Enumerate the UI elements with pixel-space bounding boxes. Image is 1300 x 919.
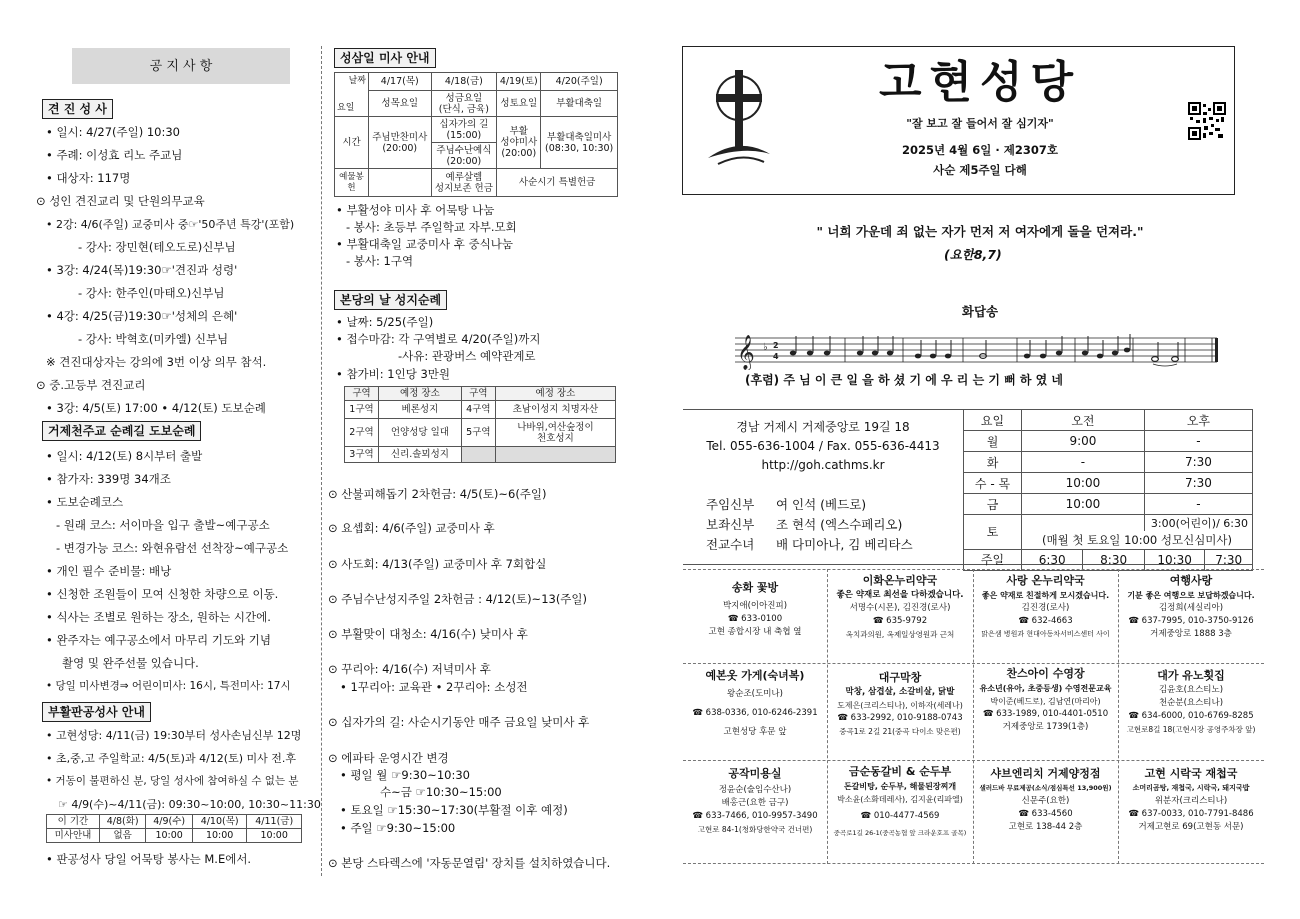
parish-pilgrim-section-title: 본당의 날 성지순례 — [334, 290, 447, 310]
business-card — [973, 573, 1118, 641]
table-cell: 성토요일 — [497, 91, 541, 117]
notice-item: ⊙ 십자가의 길: 사순시기동안 매주 금요일 낮미사 후 — [328, 715, 590, 729]
triduum-line: • 부활대축일 교중미사 후 중식나눔 — [336, 237, 513, 251]
triduum-line: - 봉사: 초등부 주일학교 자부.모회 — [346, 220, 517, 234]
notice-item: • 평일 월 ☞9:30~10:30 — [340, 768, 470, 782]
business-name: 찬스아이 수영장 — [1006, 667, 1085, 680]
table-cell — [369, 169, 432, 197]
issue-date: 2025년 4월 6일 · 제2307호 — [902, 143, 1058, 157]
confession-line: • 판공성사 당일 어묵탕 봉사는 M.E에서. — [46, 852, 252, 866]
table-cell: (매월 첫 토요일 10:00 성모신심미사) — [1022, 531, 1253, 549]
table-cell: 4/20(주일) — [541, 73, 618, 91]
table-cell: - — [1144, 431, 1252, 452]
table-cell: 신리.솔뫼성지 — [379, 447, 462, 463]
table-cell: 주일 — [964, 549, 1022, 570]
business-line: 김정희(세실리아) — [1158, 603, 1224, 613]
corner-bottom: 요일 — [337, 103, 355, 113]
table-cell: 부활 성야미사 (20:00) — [497, 117, 541, 169]
business-name: 여행사랑 — [1169, 574, 1213, 587]
confirm-line: ⊙ 중.고등부 견진교리 — [36, 378, 146, 392]
business-line: 고현로 138-44 2층 — [1008, 822, 1083, 832]
table-cell: 8:30 — [1083, 549, 1144, 570]
business-line: ☎ 633-1989, 010-4401-0510 — [982, 709, 1109, 719]
business-line: 천순분(요스티나) — [1158, 698, 1224, 708]
table-cell: 10:00 — [1022, 494, 1145, 515]
table-cell: 예물봉헌 — [335, 169, 369, 197]
table-cell: 3:00(어린이)/ 6:30 — [1144, 515, 1252, 532]
table-cell: 베론성지 — [379, 401, 462, 419]
table-cell: 4/17(목) — [369, 73, 432, 91]
confirm-line: • 2강: 4/6(주일) 교중미사 중☞'50주년 특강'(포함) — [46, 218, 295, 231]
business-line: 중곡1로 2길 21(중곡 다이소 맞은편) — [839, 727, 961, 736]
business-card — [683, 668, 827, 739]
pilgrim-zone-table — [344, 386, 616, 463]
business-line: 좋은 약재로 최선을 다하겠습니다. — [836, 590, 964, 600]
table-cell: 5구역 — [461, 419, 495, 447]
confirm-line: - 강사: 장민현(테오도로)신부님 — [78, 240, 236, 254]
business-line: 박이준(베드로), 김남연(마리아) — [990, 697, 1101, 706]
confirm-line: • 3강: 4/5(토) 17:00 • 4/12(토) 도보순례 — [46, 401, 266, 415]
business-line: ☎ 010-4477-4569 — [860, 811, 940, 821]
liturgical-sunday: 사순 제5주일 다해 — [933, 163, 1027, 177]
table-cell: 미사안내 — [47, 829, 100, 843]
business-line: ☎ 633-4560 — [1018, 809, 1073, 819]
table-cell: 십자가의 길 (15:00) — [431, 117, 497, 143]
confession-line: • 거동이 불편하신 분, 당일 성사에 참여하실 수 없는 분 — [46, 775, 299, 787]
business-card — [1118, 573, 1264, 641]
pilgrim-line: 촬영 및 완주선물 있습니다. — [62, 656, 199, 670]
business-line: 고현로 84-1(청화당한약국 건너편) — [697, 825, 813, 834]
mass-schedule-table — [963, 409, 1253, 571]
table-cell: 10:30 — [1144, 549, 1205, 570]
business-line: 고현로8길 18(고현시장 공영주차장 앞) — [1126, 725, 1256, 734]
grid-divider — [683, 663, 1264, 664]
notice-item: • 토요일 ☞15:30~17:30(부활절 이후 예정) — [340, 803, 568, 817]
triduum-line: • 부활성야 미사 후 어묵탕 나눔 — [336, 203, 495, 217]
table-cell: 6:30 — [1022, 549, 1083, 570]
business-line: 막창, 삼겹살, 소갈비살, 닭발 — [845, 687, 955, 697]
clergy-role: 전교수녀 — [706, 537, 755, 552]
table-cell: 7:30 — [1144, 452, 1252, 473]
business-line: ☎ 633-0100 — [727, 614, 783, 624]
confession-section-title: 부활판공성사 안내 — [42, 702, 151, 722]
table-cell: 9:00 — [1022, 431, 1145, 452]
table-cell: 1구역 — [345, 401, 379, 419]
business-line: 거제고현로 69(고현동 서문) — [1138, 822, 1244, 832]
confirm-line: • 3강: 4/24(목)19:30☞'견진과 성령' — [46, 263, 238, 277]
table-cell: 10:00 — [1022, 473, 1145, 494]
pilgrim-line: • 도보순례코스 — [46, 495, 124, 509]
table-cell: 요일 — [964, 410, 1022, 431]
table-cell: 7:30 — [1144, 473, 1252, 494]
table-cell: 4/9(수) — [146, 815, 192, 829]
business-line: 위분자(크리스티나) — [1154, 796, 1228, 806]
church-logo-icon — [704, 66, 774, 168]
confession-line: • 고현성당: 4/11(금) 19:30부터 성사손님신부 12명 — [46, 729, 302, 742]
triduum-line: - 봉사: 1구역 — [346, 254, 414, 268]
gospel-reference: (요한8,7) — [944, 247, 1002, 262]
confirm-line: ※ 견진대상자는 강의에 3번 이상 의무 참석. — [46, 355, 267, 369]
business-line: 유소년(유아, 초중등생) 수영전문교육 — [979, 684, 1112, 693]
business-name: 이화온누리약국 — [862, 574, 938, 587]
business-name: 공작미용실 — [728, 767, 782, 780]
table-cell: 4/18(금) — [431, 73, 497, 91]
business-line: 김윤호(요스티노) — [1158, 685, 1224, 695]
business-name: 대가 유노횟집 — [1157, 669, 1225, 682]
business-line: 샐러드바 무료제공(소식/점심특선 13,900원) — [979, 784, 1112, 792]
church-url: http://goh.cathms.kr — [761, 458, 885, 472]
confirm-line: - 강사: 한주인(마태오)신부님 — [78, 286, 225, 300]
parish-pilgrim-line: • 접수마감: 각 구역별로 4/20(주일)까지 — [336, 332, 541, 346]
business-line: ☎ 632-4663 — [1018, 616, 1073, 626]
table-cell: 오후 — [1144, 410, 1252, 431]
business-line: 거제중앙로 1739(1층) — [1002, 722, 1089, 732]
confession-line: • 초,중,고 주일학교: 4/5(토)과 4/12(토) 미사 전.후 — [46, 752, 296, 765]
business-name: 사랑 온누리약국 — [1006, 574, 1085, 587]
notice-item: ⊙ 사도회: 4/13(주일) 교중미사 후 7회합실 — [328, 557, 547, 571]
table-cell: 10:00 — [247, 829, 302, 843]
qr-code-icon — [1188, 102, 1226, 140]
masthead-title: 고현성당 — [878, 57, 1081, 108]
confirm-line: • 일시: 4/27(주일) 10:30 — [46, 125, 180, 139]
pilgrim-line: • 신청한 조원들이 모여 신청한 차량으로 이동. — [46, 587, 279, 601]
church-address: 경남 거제시 거제중앙로 19길 18 — [736, 420, 910, 434]
table-cell: 시간 — [335, 117, 369, 169]
triduum-table — [334, 72, 618, 197]
masthead-motto: "잘 보고 잘 들어서 잘 심기자" — [906, 117, 1054, 130]
business-name: 송화 꽃방 — [731, 581, 779, 594]
table-cell — [1022, 515, 1145, 532]
business-name: 예본옷 가게(숙녀복) — [705, 669, 805, 682]
business-line: 김진경(로사) — [1021, 603, 1070, 613]
grid-divider — [683, 760, 1264, 761]
psalm-title: 화답송 — [961, 304, 999, 319]
church-phone: Tel. 055-636-1004 / Fax. 055-636-4413 — [706, 439, 940, 453]
svg-text:2: 2 — [773, 341, 779, 350]
table-cell: 화 — [964, 452, 1022, 473]
table-corner — [335, 73, 369, 117]
parish-pilgrim-line: • 날짜: 5/25(주일) — [336, 315, 434, 329]
notice-item: ⊙ 부활맞이 대청소: 4/16(수) 낮미사 후 — [328, 627, 528, 641]
confirm-line: • 대상자: 117명 — [46, 171, 131, 185]
table-cell: 토 — [964, 515, 1022, 550]
clergy-name: 여 인석 (베드로) — [776, 497, 867, 512]
business-line: 박지애(이아진피) — [722, 601, 788, 611]
clergy-role: 보좌신부 — [706, 517, 755, 532]
table-cell: 4/10(목) — [192, 815, 247, 829]
business-name: 샤브엔리치 거제양정점 — [990, 767, 1101, 780]
table-cell: 예루살렘 성지보존 헌금 — [431, 169, 497, 197]
notice-item: • 1꾸리아: 교육관 • 2꾸리아: 소성전 — [340, 680, 528, 694]
confirm-line: • 주례: 이성효 리노 주교님 — [46, 148, 183, 162]
table-cell: 3구역 — [345, 447, 379, 463]
table-cell: 사순시기 특별헌금 — [497, 169, 618, 197]
notice-item: 수~금 ☞10:30~15:00 — [380, 785, 502, 799]
svg-text:4: 4 — [773, 352, 779, 361]
pilgrim-section-title: 거제천주교 순례길 도보순례 — [42, 421, 201, 441]
business-line: 중곡로1길 26-1(중곡농협 앞 크라운호프 골목) — [833, 829, 967, 837]
confession-line: ☞ 4/9(수)~4/11(금): 09:30~10:00, 10:30~11:30 — [58, 798, 321, 811]
confirm-line: ⊙ 성인 견진교리 및 단원의무교육 — [36, 194, 205, 208]
table-cell: 나바위,여산숲정이 천호성지 — [495, 419, 615, 447]
pilgrim-line: • 식사는 조별로 원하는 장소, 원하는 시간에. — [46, 610, 271, 624]
table-cell: 오전 — [1022, 410, 1145, 431]
business-line: ☎ 637-0033, 010-7791-8486 — [1128, 809, 1254, 819]
table-cell: 이 기간 — [47, 815, 100, 829]
confirm-line: - 강사: 박혁호(미카엘) 신부님 — [78, 332, 229, 346]
pilgrim-line: - 원래 코스: 서이마을 입구 출발~예구공소 — [56, 518, 270, 532]
table-cell — [461, 447, 495, 463]
table-cell: - — [1144, 494, 1252, 515]
table-cell: 성금요일 (단식, 금육) — [431, 91, 497, 117]
table-cell: 4/19(토) — [497, 73, 541, 91]
pilgrim-line: • 일시: 4/12(토) 8시부터 출발 — [46, 449, 203, 463]
business-line: 좋은 약재로 친절하게 모시겠습니다. — [981, 591, 1110, 600]
business-line: 고현성당 후문 앞 — [723, 727, 787, 737]
business-line: ☎ 633-7466, 010-9957-3490 — [692, 811, 818, 821]
business-line: 신문주(요한) — [1021, 796, 1070, 806]
table-cell: 10:00 — [192, 829, 247, 843]
table-cell: 월 — [964, 431, 1022, 452]
table-cell: 성목요일 — [369, 91, 432, 117]
clergy-name: 배 다미아나, 김 베리타스 — [776, 537, 913, 552]
notice-item: • 주일 ☞9:30~15:00 — [340, 821, 456, 835]
pilgrim-line: - 변경가능 코스: 와현유람선 선착장~예구공소 — [56, 541, 289, 555]
table-cell: 없음 — [99, 829, 145, 843]
business-line: 거제중앙로 1888 3층 — [1150, 629, 1232, 639]
business-line: 정윤순(술임수산나) — [718, 785, 792, 795]
business-name: 금순동갈비 & 순두부 — [848, 765, 952, 778]
table-cell: 부활대축일미사 (08:30, 10:30) — [541, 117, 618, 169]
table-cell: 4/11(금) — [247, 815, 302, 829]
notice-item: ⊙ 요셉회: 4/6(주일) 교중미사 후 — [328, 521, 495, 535]
column-divider — [321, 46, 322, 876]
business-line: ☎ 635-9792 — [872, 616, 928, 626]
table-cell: 주님만찬미사 (20:00) — [369, 117, 432, 169]
notice-item: ⊙ 산불피해돕기 2차헌금: 4/5(토)~6(주일) — [328, 487, 547, 501]
pilgrim-line: • 당일 미사변경⇒ 어린이미사: 16시, 특전미사: 17시 — [46, 680, 291, 692]
notice-item: ⊙ 주님수난성지주일 2차헌금 : 4/12(토)~13(주일) — [328, 592, 588, 606]
table-cell: 4구역 — [461, 401, 495, 419]
business-name: 고현 시락국 재첩국 — [1144, 767, 1238, 780]
business-card — [683, 580, 827, 639]
table-cell: 예정 장소 — [379, 387, 462, 401]
business-card — [683, 766, 827, 836]
table-cell: 예정 장소 — [495, 387, 615, 401]
business-line: 기분 좋은 여행으로 보답하겠습니다. — [1127, 591, 1255, 600]
business-line: ☎ 637-7995, 010-3750-9126 — [1128, 616, 1254, 626]
notice-title: 공 지 사 항 — [149, 59, 213, 74]
pilgrim-line: • 완주자는 예구공소에서 마무리 기도와 기념 — [46, 633, 272, 647]
confirm-line: • 4강: 4/25(금)19:30☞'성체의 은혜' — [46, 309, 238, 323]
table-cell: 초남이성지 치명자산 — [495, 401, 615, 419]
business-name: 대구막창 — [878, 671, 922, 684]
table-cell: - — [1022, 452, 1145, 473]
confirmation-section-title: 견 진 성 사 — [42, 99, 113, 119]
notice-item: ⊙ 본당 스타렉스에 '자동문열림' 장치를 설치하였습니다. — [328, 856, 611, 870]
table-cell: 4/8(화) — [99, 815, 145, 829]
svg-text:♭: ♭ — [763, 342, 768, 353]
table-cell: 수 - 목 — [964, 473, 1022, 494]
business-line: 돈갈비탕, 순두부, 해물된장찌개 — [843, 782, 957, 791]
table-cell: 구역 — [461, 387, 495, 401]
table-cell: 언양성당 일대 — [379, 419, 462, 447]
clergy-name: 조 현석 (엑스수페리오) — [776, 517, 903, 532]
business-line: 박소윤(소화데레사), 김지윤(리파엘) — [837, 795, 963, 804]
business-line: 왕순조(도미나) — [727, 689, 783, 699]
table-cell: 구역 — [345, 387, 379, 401]
business-line: 소머리곰탕, 재첩국, 시락국, 돼지국밥 — [1132, 784, 1250, 792]
table-cell: 7:30 — [1205, 549, 1253, 570]
business-line: 서명수(시몬), 김진경(로사) — [849, 603, 951, 613]
triduum-section-title: 성삼일 미사 안내 — [334, 48, 436, 68]
business-card — [1118, 766, 1264, 834]
business-card — [827, 573, 973, 641]
business-card — [973, 766, 1118, 834]
business-line: 옥치과의원, 옥제일상영원과 근처 — [845, 630, 955, 639]
table-cell: 2구역 — [345, 419, 379, 447]
table-cell: 주님수난예식 (20:00) — [431, 143, 497, 169]
parish-pilgrim-line: -사유: 관광버스 예약관계로 — [398, 349, 536, 363]
table-cell — [495, 447, 615, 463]
gospel-quote: " 너희 가운데 죄 없는 자가 먼저 저 여자에게 돌을 던져라." — [816, 224, 1144, 239]
table-cell: 부활대축일 — [541, 91, 618, 117]
business-card — [827, 764, 973, 840]
business-card — [1118, 668, 1264, 736]
table-cell: 금 — [964, 494, 1022, 515]
pilgrim-line: • 참가자: 339명 34개조 — [46, 472, 171, 486]
confession-table — [46, 814, 302, 843]
business-line: ☎ 634-6000, 010-6769-8285 — [1128, 711, 1254, 721]
business-line: 도제은(크리스티나), 이하자(세레나) — [837, 701, 963, 710]
pilgrim-line: • 개인 필수 준비물: 배낭 — [46, 564, 172, 578]
clergy-role: 주임신부 — [706, 497, 755, 512]
business-card — [827, 670, 973, 738]
business-line: 맑은샘 병원과 현대아동차서비스센터 사이 — [981, 630, 1110, 638]
notice-item: ⊙ 에파타 운영시간 변경 — [328, 751, 449, 765]
business-card — [973, 666, 1118, 734]
business-line: 고현 종합시장 내 축협 옆 — [708, 627, 802, 637]
parish-pilgrim-line: • 참가비: 1인당 3만원 — [336, 367, 451, 381]
business-line: 배홍근(요한 금구) — [721, 798, 789, 808]
corner-top: 날짜 — [348, 76, 366, 86]
svg-text:𝄞: 𝄞 — [737, 335, 755, 370]
business-line: ☎ 633-2992, 010-9188-0743 — [837, 713, 963, 723]
psalm-lyrics: (후렴) 주 님 이 큰 일 을 하 셨 기 에 우 리 는 기 뻐 하 였 네 — [745, 373, 1064, 387]
psalm-score — [735, 328, 1225, 370]
table-cell: 10:00 — [146, 829, 192, 843]
business-line: ☎ 638-0336, 010-6246-2391 — [692, 708, 818, 718]
notice-item: ⊙ 꾸리아: 4/16(수) 저녁미사 후 — [328, 662, 491, 676]
